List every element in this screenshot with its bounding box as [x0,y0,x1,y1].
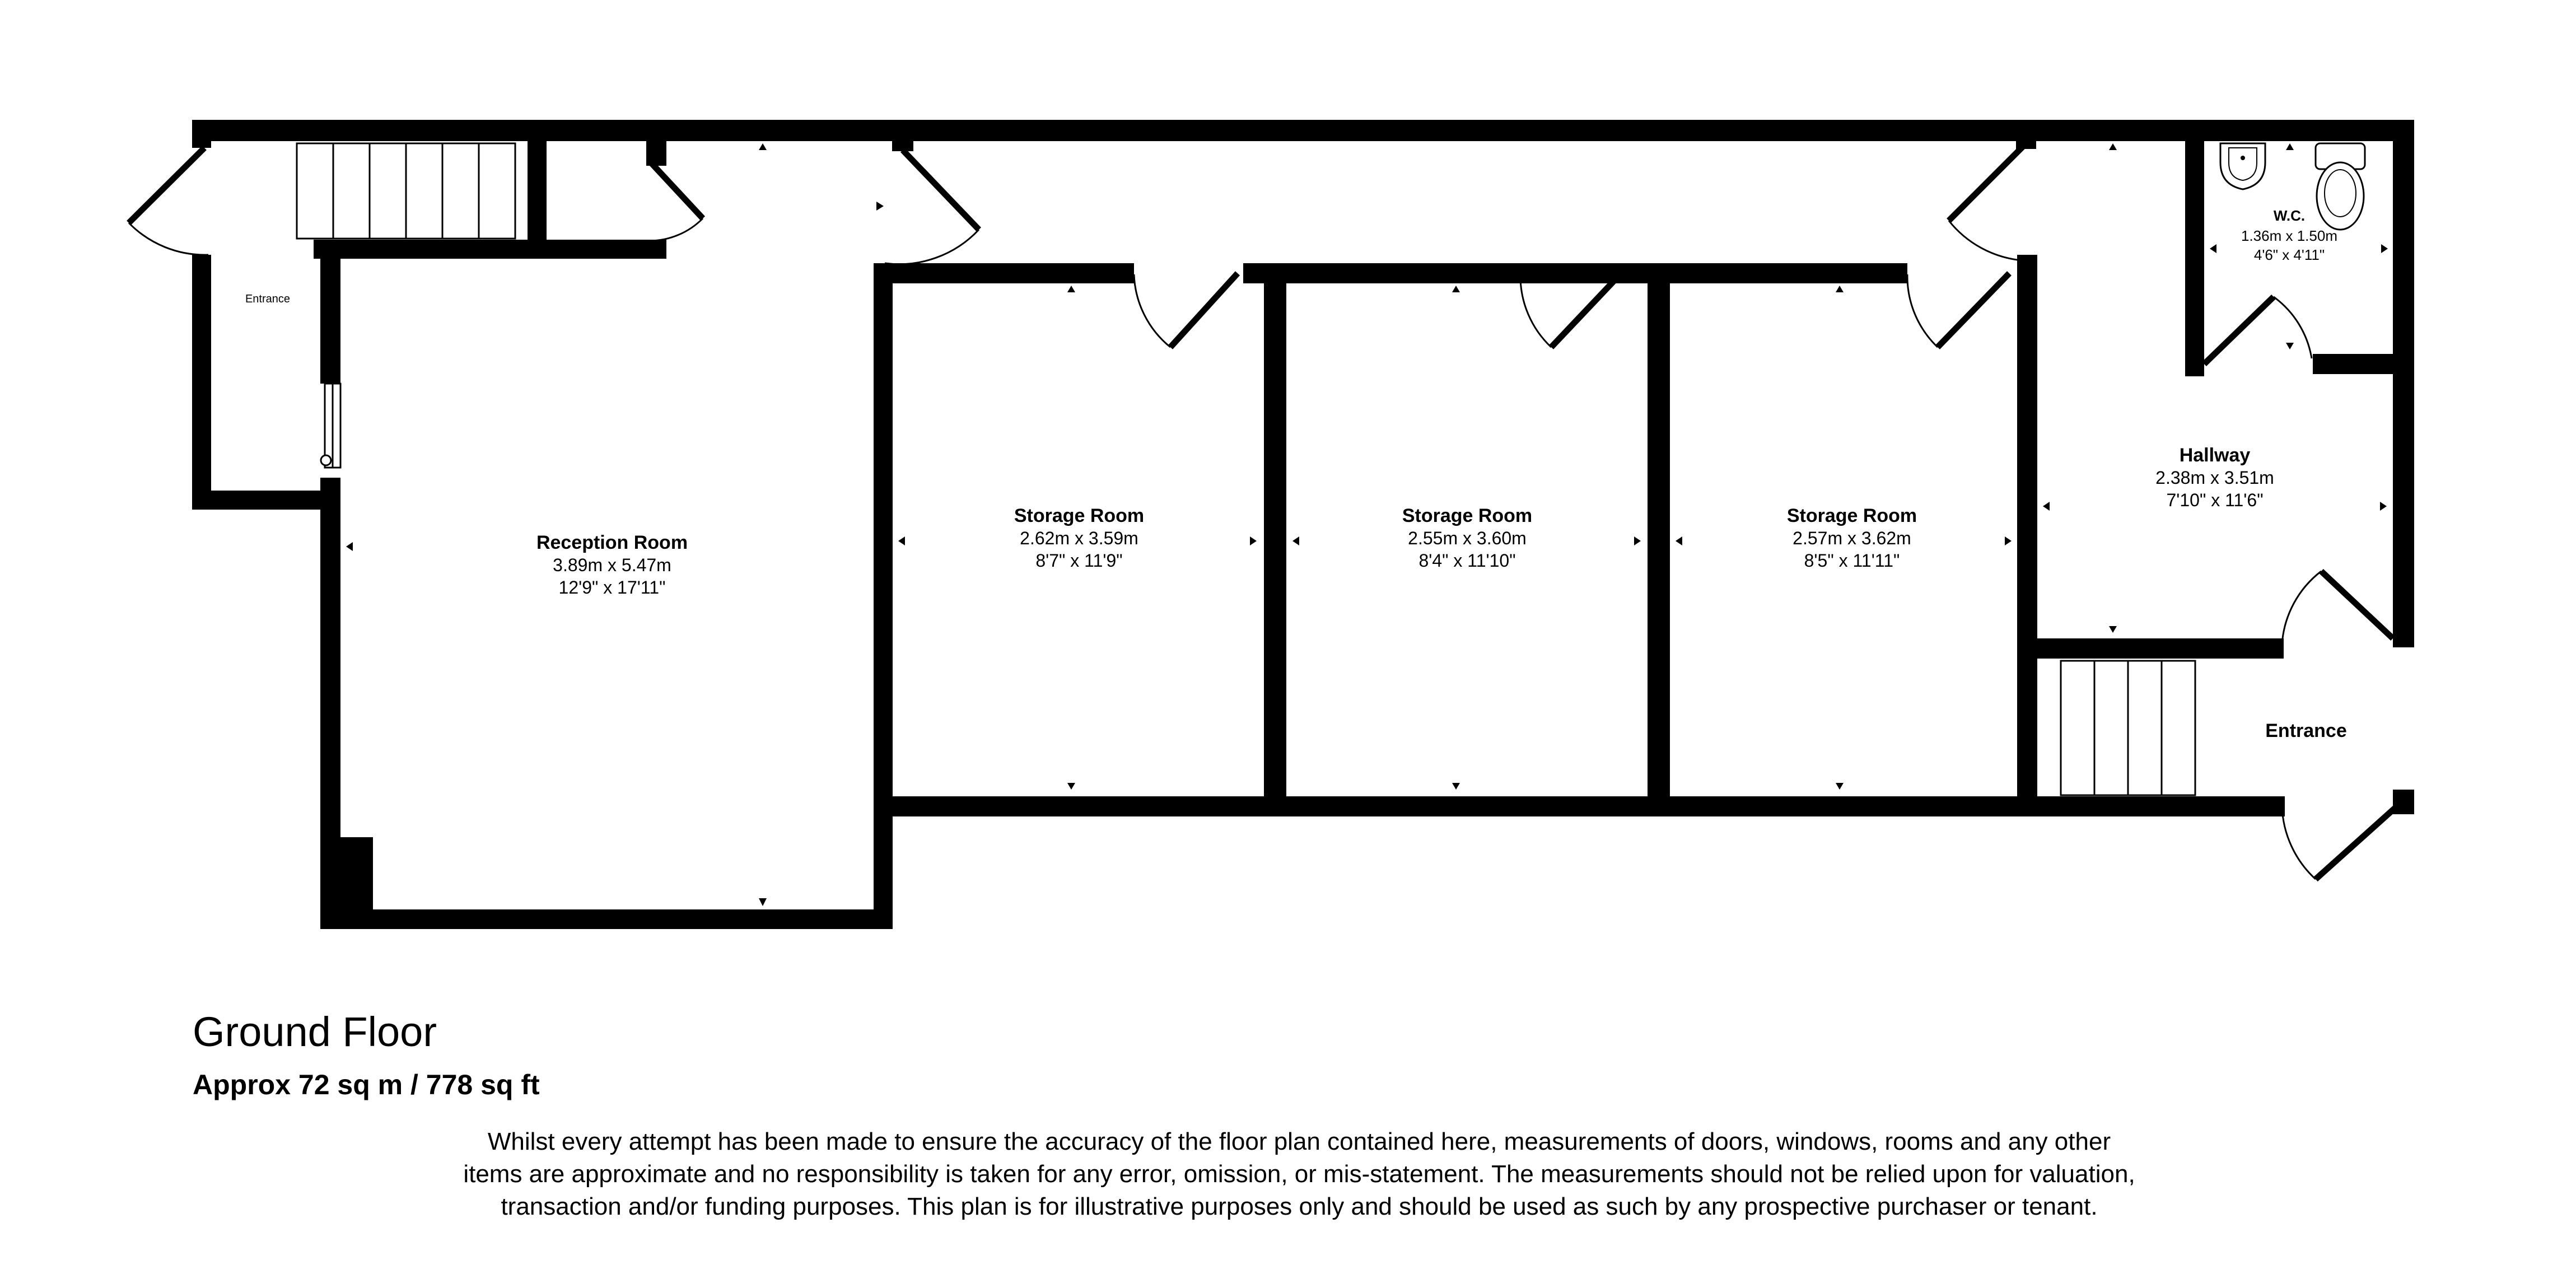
room-imperial-storage-2: 8'4" x 11'10" [1418,550,1516,571]
floor-title: Ground Floor [193,1009,437,1055]
room-metric-hallway: 2.38m x 3.51m [2155,468,2274,488]
room-imperial-hallway: 7'10" x 11'6" [2166,490,2264,510]
room-imperial-reception: 12'9" x 17'11" [558,577,666,598]
staircase-top [297,143,515,239]
room-metric-storage-3: 2.57m x 3.62m [1793,528,1911,548]
room-imperial-storage-1: 8'7" x 11'9" [1035,550,1123,571]
room-imperial-wc: 4'6" x 4'11" [2253,246,2325,263]
room-metric-reception: 3.89m x 5.47m [553,555,671,575]
staircase-right [2061,661,2195,795]
room-name-storage-2: Storage Room [1402,505,1533,526]
room-name-storage-3: Storage Room [1786,505,1917,526]
room-metric-storage-1: 2.62m x 3.59m [1020,528,1138,548]
room-metric-wc: 1.36m x 1.50m [2241,227,2337,244]
floor-area: Approx 72 sq m / 778 sq ft [193,1069,540,1100]
sliding-door [321,384,340,468]
room-metric-storage-2: 2.55m x 3.60m [1408,528,1527,548]
walls [192,120,2414,929]
room-name-entrance-right: Entrance [2265,720,2347,741]
room-name-hallway: Hallway [2179,445,2251,466]
room-name-entrance-left: Entrance [245,293,291,305]
room-name-reception: Reception Room [536,532,688,553]
room-name-storage-1: Storage Room [1014,505,1145,526]
room-name-wc: W.C. [2273,207,2306,224]
room-imperial-storage-3: 8'5" x 11'11" [1804,550,1900,571]
disclaimer-text: Whilst every attempt has been made to ensure the accuracy of the floor plan contained here, measurements of doors, windows, rooms and any other items are approximate and no responsibility is taken for any error, omission, or mis-statement. The measurements should not be relied upon for valuation, transaction and/or funding purposes. This plan is for illustrative purposes only and should be used as such by any prospective purchaser or tenant. [463,1128,2135,1220]
